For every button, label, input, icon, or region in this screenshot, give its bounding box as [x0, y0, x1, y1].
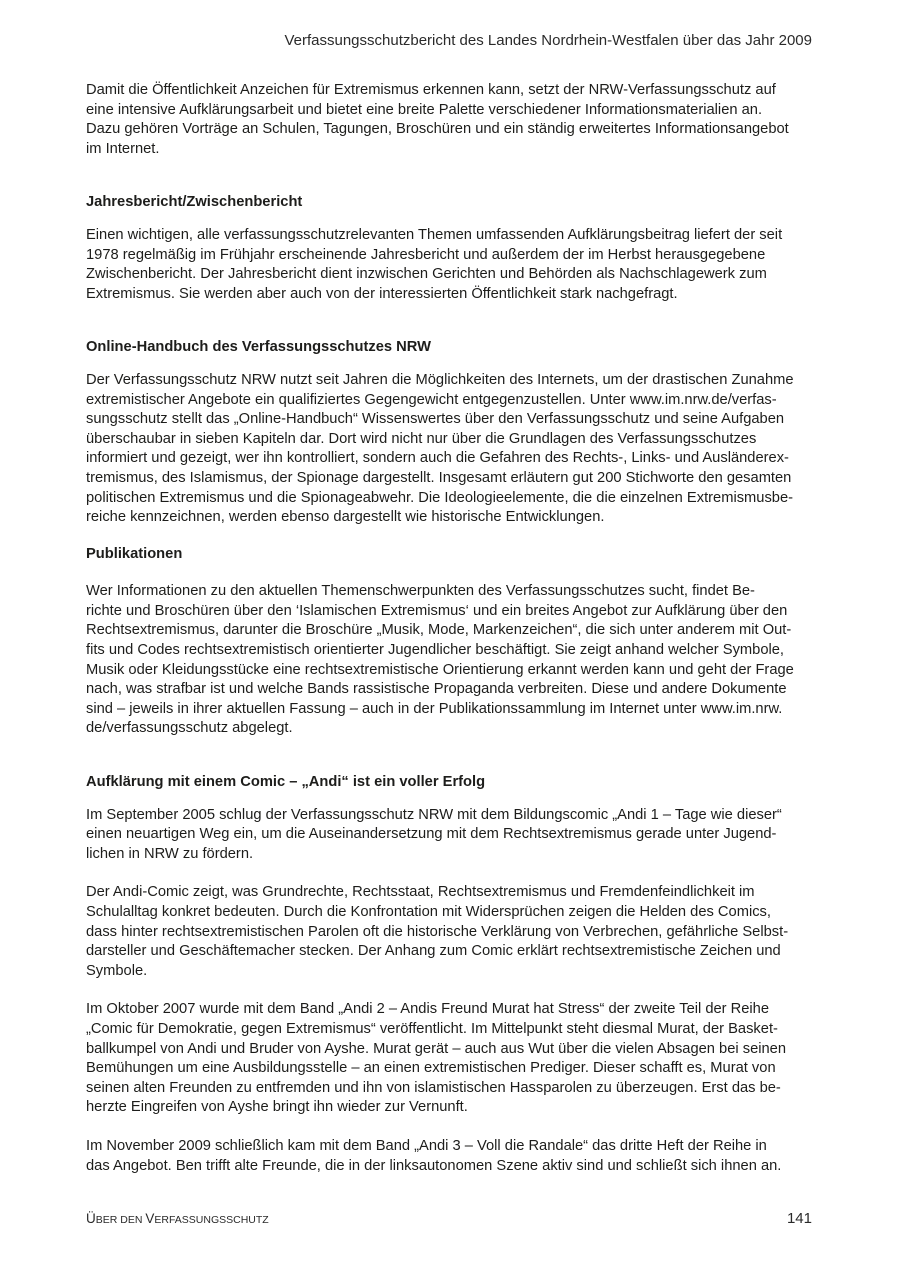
text-line: Wer Informationen zu den aktuellen Themenschwerpunkten des Verfassungsschutzes sucht, findet Be- — [86, 583, 755, 600]
text-line: tremismus, des Islamismus, der Spionage dargestellt. Insgesamt erläutern gut 200 Stichworte den gesamten — [86, 469, 792, 486]
text-line: ballkumpel von Andi und Bruder von Ayshe. Murat gerät – auch aus Wut über die vielen Absagen bei seinen — [86, 1040, 787, 1057]
section-paragraph — [86, 371, 814, 528]
text-line: Musik oder Kleidungsstücke eine rechtsextremistische Orientierung erkannt werden kann und geht der Frage — [86, 661, 794, 678]
text-line: im Internet. — [86, 140, 160, 157]
section-paragraph — [86, 1137, 814, 1176]
text-line: Extremismus. Sie werden aber auch von der interessierten Öffentlichkeit stark nachgefragt. — [86, 285, 678, 302]
intro-paragraph — [86, 81, 814, 159]
text-line: nach, was strafbar ist und welche Bands rassistische Propaganda verbreiten. Diese und andere Dokumente — [86, 681, 787, 698]
section-paragraph — [86, 883, 814, 981]
text-line: de/verfassungsschutz abgelegt. — [86, 720, 293, 737]
text-line: überschaubar in sieben Kapiteln dar. Dort wird nicht nur über die Grundlagen des Verfassungsschutzes — [86, 430, 757, 447]
page-number: 141 — [786, 1210, 812, 1227]
section-heading-jahresbericht: Jahresbericht/Zwischenbericht — [86, 194, 303, 211]
chapter-smallcaps: BER DEN — [95, 1214, 146, 1226]
section-paragraph — [86, 806, 814, 865]
text-line: eine intensive Aufklärungsarbeit und bietet eine breite Palette verschiedener Informationsmaterialien an. — [86, 101, 763, 118]
section-paragraph — [86, 226, 814, 304]
text-line: das Angebot. Ben trifft alte Freunde, die in der linksautonomen Szene aktiv sind und schließt sich ihnen an. — [86, 1157, 782, 1174]
text-line: Rechtsextremismus, darunter die Broschüre „Musik, Mode, Markenzeichen“, die sich unter anderem mit Out- — [86, 622, 792, 639]
text-line: Einen wichtigen, alle verfassungsschutzrelevanten Themen umfassenden Aufklärungsbeitrag liefert der seit — [86, 226, 783, 243]
text-line: sungsschutz stellt das „Online-Handbuch“ Wissenswertes über den Verfassungsschutz und seine Aufgaben — [86, 411, 785, 428]
text-line: reiche kennzeichnen, werden ebenso dargestellt wie historische Entwicklungen. — [86, 509, 605, 526]
section-heading-online-handbuch: Online-Handbuch des Verfassungsschutzes NRW — [86, 339, 431, 356]
text-line: fits und Codes rechtsextremistisch orientierter Jugendlicher beschäftigt. Sie zeigt anhand welcher Symbole, — [86, 642, 785, 659]
text-line: Der Andi-Comic zeigt, was Grundrechte, Rechtsstaat, Rechtsextremismus und Fremdenfeindlichkeit im — [86, 884, 755, 901]
text-line: lichen in NRW zu fördern. — [86, 845, 254, 862]
text-line: Schulalltag konkret bedeuten. Durch die Konfrontation mit Widersprüchen zeigen die Helden des Comics, — [86, 904, 771, 920]
section-heading-publikationen: Publikationen — [86, 545, 183, 562]
text-line: politischen Extremismus und die Spionageabwehr. Die Ideologieelemente, die die einzelnen Extremismusbe- — [86, 489, 794, 506]
text-line: sind – jeweils in ihrer aktuellen Fassung – auch in der Publikationssammlung im Internet unter www.im.nrw. — [86, 700, 783, 717]
text-line: Im September 2005 schlug der Verfassungsschutz NRW mit dem Bildungscomic „Andi 1 – Tage wie dieser“ — [86, 806, 782, 823]
chapter-initial: V — [145, 1211, 155, 1226]
text-line: Der Verfassungsschutz NRW nutzt seit Jahren die Möglichkeiten des Internets, um der drastischen Zunahme — [86, 371, 794, 388]
text-line: seinen alten Freunden zu entfremden und ihn von islamistischen Hassparolen zu überzeugen. Erst das be- — [86, 1079, 781, 1096]
chapter-initial: Ü — [86, 1211, 96, 1226]
text-line: Im Oktober 2007 wurde mit dem Band „Andi 2 – Andis Freund Murat hat Stress“ der zweite Teil der Reihe — [86, 1001, 770, 1018]
text-line: herzte Eingreifen von Ayshe bringt ihn wieder zur Vernunft. — [86, 1099, 468, 1116]
text-line: dass hinter rechtsextremistischen Parolen oft die historische Verklärung von Verbrechen, gefährliche Selbst- — [86, 923, 789, 940]
page-body — [86, 81, 814, 1176]
text-line: Dazu gehören Vorträge an Schulen, Tagungen, Broschüren und ein ständig erweitertes Informationsangebot — [86, 121, 789, 138]
section-heading-comic: Aufklärung mit einem Comic – „Andi“ ist ein voller Erfolg — [86, 774, 486, 791]
text-line: 1978 regelmäßig im Frühjahr erscheinende Jahresbericht und außerdem der im Herbst herausgegebene — [86, 246, 766, 263]
text-line: Damit die Öffentlichkeit Anzeichen für Extremismus erkennen kann, setzt der NRW-Verfassungsschutz auf — [86, 82, 776, 98]
section-paragraph — [86, 1000, 814, 1118]
running-header: Verfassungsschutzbericht des Landes Nordrhein-Westfalen über das Jahr 2009 — [284, 32, 812, 49]
text-line: Zwischenbericht. Der Jahresbericht dient inzwischen Gerichten und Behörden als Nachschlagewerk zum — [86, 266, 767, 283]
chapter-smallcaps: ERFASSUNGSSCHUTZ — [154, 1214, 269, 1226]
text-line: darsteller und Geschäftemacher stecken. Der Anhang zum Comic erklärt rechtsextremistische Zeichen und — [86, 943, 781, 960]
text-line: richte und Broschüren über den ‘Islamischen Extremismus‘ und ein breites Angebot zur Aufklärung über den — [86, 602, 788, 619]
text-line: „Comic für Demokratie, gegen Extremismus“ veröffentlicht. Im Mittelpunkt steht diesmal Murat, der Basket- — [86, 1020, 778, 1037]
text-line: Symbole. — [86, 962, 148, 979]
text-line: einen neuartigen Weg ein, um die Auseinandersetzung mit dem Rechtsextremismus gerade unter Jugend- — [86, 826, 777, 843]
text-line: Im November 2009 schließlich kam mit dem Band „Andi 3 – Voll die Randale“ das dritte Heft der Reihe in — [86, 1137, 767, 1154]
section-paragraph — [86, 582, 814, 739]
text-line: extremistischer Angebote ein qualifiziertes Gegengewicht entgegenzustellen. Unter www.im.nrw.de/verfas- — [86, 391, 777, 408]
running-footer-chapter — [86, 1210, 269, 1229]
text-line: informiert und gezeigt, wer ihn kontrolliert, sondern auch die Gefahren des Rechts-, Links- und Ausländerex- — [86, 450, 789, 467]
text-line: Bemühungen um eine Ausbildungsstelle – an einen extremistischen Prediger. Dieser schafft es, Murat von — [86, 1060, 776, 1077]
